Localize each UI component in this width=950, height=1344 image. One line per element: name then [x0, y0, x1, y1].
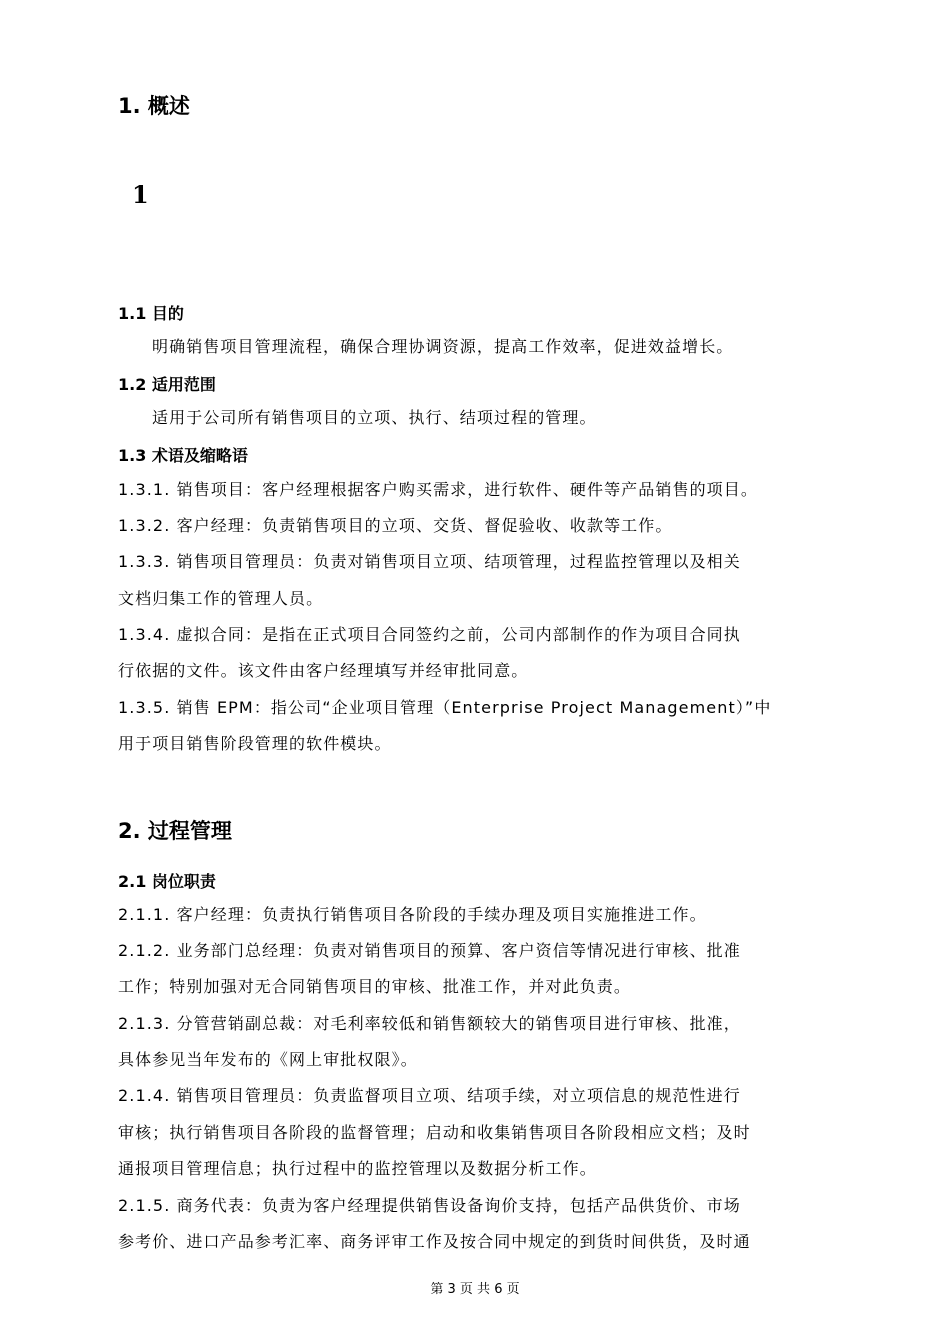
term-item-1-3-4-line-1: 1.3.4. 虚拟合同：是指在正式项目合同签约之前，公司内部制作的作为项目合同执 [118, 625, 741, 644]
subsection-1-1-text: 明确销售项目管理流程，确保合理协调资源，提高工作效率，促进效益增长。 [152, 337, 734, 356]
subsection-1-1-heading: 1.1 目的 [118, 304, 184, 323]
subsection-2-1-heading: 2.1 岗位职责 [118, 872, 216, 891]
duty-item-2-1-4-line-1: 2.1.4. 销售项目管理员：负责监督项目立项、结项手续，对立项信息的规范性进行 [118, 1086, 741, 1105]
term-item-1-3-5-line-2: 用于项目销售阶段管理的软件模块。 [118, 734, 392, 753]
duty-item-2-1-5-line-2: 参考价、进口产品参考汇率、商务评审工作及按合同中规定的到货时间供货，及时通 [118, 1232, 751, 1251]
term-item-1-3-3-line-1: 1.3.3. 销售项目管理员：负责对销售项目立项、结项管理，过程监控管理以及相关 [118, 552, 741, 571]
duty-item-2-1-3-line-2: 具体参见当年发布的《网上审批权限》。 [118, 1050, 418, 1069]
page-number-footer: 第 3 页 共 6 页 [430, 1282, 520, 1297]
subsection-1-2-heading: 1.2 适用范围 [118, 375, 216, 394]
subsection-1-3-heading: 1.3 术语及缩略语 [118, 446, 248, 465]
duty-item-2-1-5-line-1: 2.1.5. 商务代表：负责为客户经理提供销售设备询价支持，包括产品供货价、市场 [118, 1196, 741, 1215]
term-item-1-3-5-line-1: 1.3.5. 销售 EPM：指公司“企业项目管理（Enterprise Project Management）”中 [118, 698, 772, 717]
term-item-1-3-3-line-2: 文档归集工作的管理人员。 [118, 589, 324, 608]
duty-item-2-1-4-line-3: 通报项目管理信息；执行过程中的监控管理以及数据分析工作。 [118, 1159, 597, 1178]
duty-item-2-1-2-line-2: 工作；特别加强对无合同销售项目的审核、批准工作，并对此负责。 [118, 977, 632, 996]
duty-item-2-1-1: 2.1.1. 客户经理：负责执行销售项目各阶段的手续办理及项目实施推进工作。 [118, 905, 707, 924]
term-item-1-3-2: 1.3.2. 客户经理：负责销售项目的立项、交货、督促验收、收款等工作。 [118, 516, 673, 535]
term-item-1-3-4-line-2: 行依据的文件。该文件由客户经理填写并经审批同意。 [118, 661, 529, 680]
section-1-large-number: 1 [132, 180, 149, 209]
duty-item-2-1-2-line-1: 2.1.2. 业务部门总经理：负责对销售项目的预算、客户资信等情况进行审核、批准 [118, 941, 741, 960]
term-item-1-3-1: 1.3.1. 销售项目：客户经理根据客户购买需求，进行软件、硬件等产品销售的项目。 [118, 480, 758, 499]
section-1-title: 1. 概述 [118, 94, 190, 118]
subsection-1-2-text: 适用于公司所有销售项目的立项、执行、结项过程的管理。 [152, 408, 597, 427]
section-2-title: 2. 过程管理 [118, 819, 232, 843]
duty-item-2-1-3-line-1: 2.1.3. 分管营销副总裁：对毛利率较低和销售额较大的销售项目进行审核、批准， [118, 1014, 741, 1033]
duty-item-2-1-4-line-2: 审核；执行销售项目各阶段的监督管理；启动和收集销售项目各阶段相应文档；及时 [118, 1123, 751, 1142]
